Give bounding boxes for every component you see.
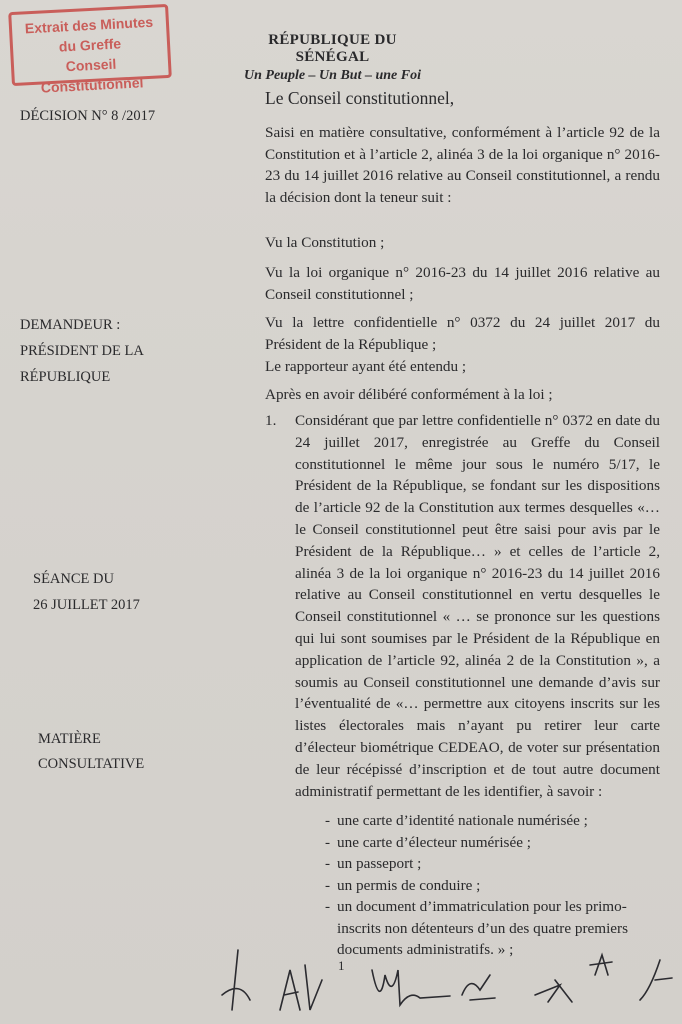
signature-6 [590, 955, 612, 975]
applicant-line-2: RÉPUBLIQUE [20, 369, 111, 385]
considerant-text: Considérant que par lettre confidentielle n° 0372 en date du 24 juillet 2017, enregistrée au Greffe du Conseil constitutionnel le même jour sous le numéro 5/17, le Président de la République, se fondant sur les dispositions de l’article 92 de la Constitution aux termes desquelles «… le Conseil constitutionnel peut être saisi pour avis par le Président de la République… » et celles de l’article 2, alinéa 3 de la loi organique n° 2016-23 du 14 juillet 2016 relative au Conseil constitutionnel en vertu desquelles le Conseil constitutionnel « … se prononce sur les questions qui lui sont soumises par le Président de la République en application de l’article 92, alinéa 2 de la Constitution », a soumis au Conseil constitutionnel une demande d’avis sur l’éventualité de «… permettre aux citoyens inscrits sur les listes électorales mais n’ayant pu retirer leur carte d’électeur biométrique CEDEAO, de voter sur présentation de leur récépissé d’inscription et de tout autre document administratif permettant de les identifier, à savoir : [295, 412, 660, 800]
list-item: - un passeport ; [325, 855, 422, 872]
documents-list [325, 810, 655, 961]
national-motto: Un Peuple – Un But – une Foi [244, 68, 421, 83]
stamp-line-2: du Greffe [58, 35, 122, 55]
document-header [230, 32, 435, 84]
page-number: 1 [338, 958, 345, 973]
registry-stamp [8, 4, 172, 96]
council-heading: Le Conseil constitutionnel, [265, 88, 455, 108]
list-item: - une carte d’électeur numérisée ; [325, 833, 531, 851]
visa-letter: Vu la lettre confidentielle n° 0372 du 24 juillet 2017 du Président de la République ; [265, 314, 660, 353]
visa-constitution: Vu la Constitution ; [265, 234, 385, 251]
session-block [33, 566, 140, 618]
list-item: - une carte d’identité nationale numérisée ; [325, 812, 588, 829]
list-item: - un document d’immatriculation pour les primo-inscrits non détenteurs d’un des quatre premiers documents administratifs. » ; [325, 898, 629, 958]
stamp-line-3: Conseil Constitutionnel [40, 55, 144, 96]
signatures [0, 940, 682, 1024]
list-item: - un permis de conduire ; [325, 876, 481, 894]
decision-number: DÉCISION N° 8 /2017 [20, 108, 156, 124]
subject-label: MATIÈRE [38, 731, 101, 747]
signature-5 [535, 980, 572, 1002]
subject-block [38, 727, 144, 777]
applicant-label: DEMANDEUR : [20, 317, 121, 333]
rapporteur-line: Le rapporteur ayant été entendu ; [265, 358, 467, 375]
visa-organic-law: Vu la loi organique n° 2016-23 du 14 juillet 2016 relative au Conseil constitutionnel ; [265, 264, 660, 303]
signature-3 [372, 970, 450, 1005]
subject-value: CONSULTATIVE [38, 756, 145, 772]
signature-2 [280, 965, 322, 1010]
session-date: 26 JUILLET 2017 [33, 597, 140, 613]
considerant-number: 1. [265, 412, 277, 429]
signature-7 [640, 960, 672, 1000]
applicant-block [20, 312, 144, 390]
signature-1 [222, 950, 250, 1010]
republic-title: RÉPUBLIQUE DU SÉNÉGAL [268, 32, 397, 65]
considerant-1 [265, 410, 660, 802]
seizure-paragraph: Saisi en matière consultative, conformément à l’article 92 de la Constitution et à l’article 2, alinéa 3 de la loi organique n° 2016-23 du 14 juillet 2016 relative au Conseil constitutionnel, a rendu la décision dont la teneur suit : [265, 124, 660, 206]
signature-4 [462, 975, 495, 1000]
deliberation-line: Après en avoir délibéré conformément à la loi ; [265, 386, 553, 403]
session-label: SÉANCE DU [33, 571, 114, 587]
applicant-line-1: PRÉSIDENT DE LA [20, 343, 144, 359]
stamp-line-1: Extrait des Minutes [24, 13, 154, 37]
